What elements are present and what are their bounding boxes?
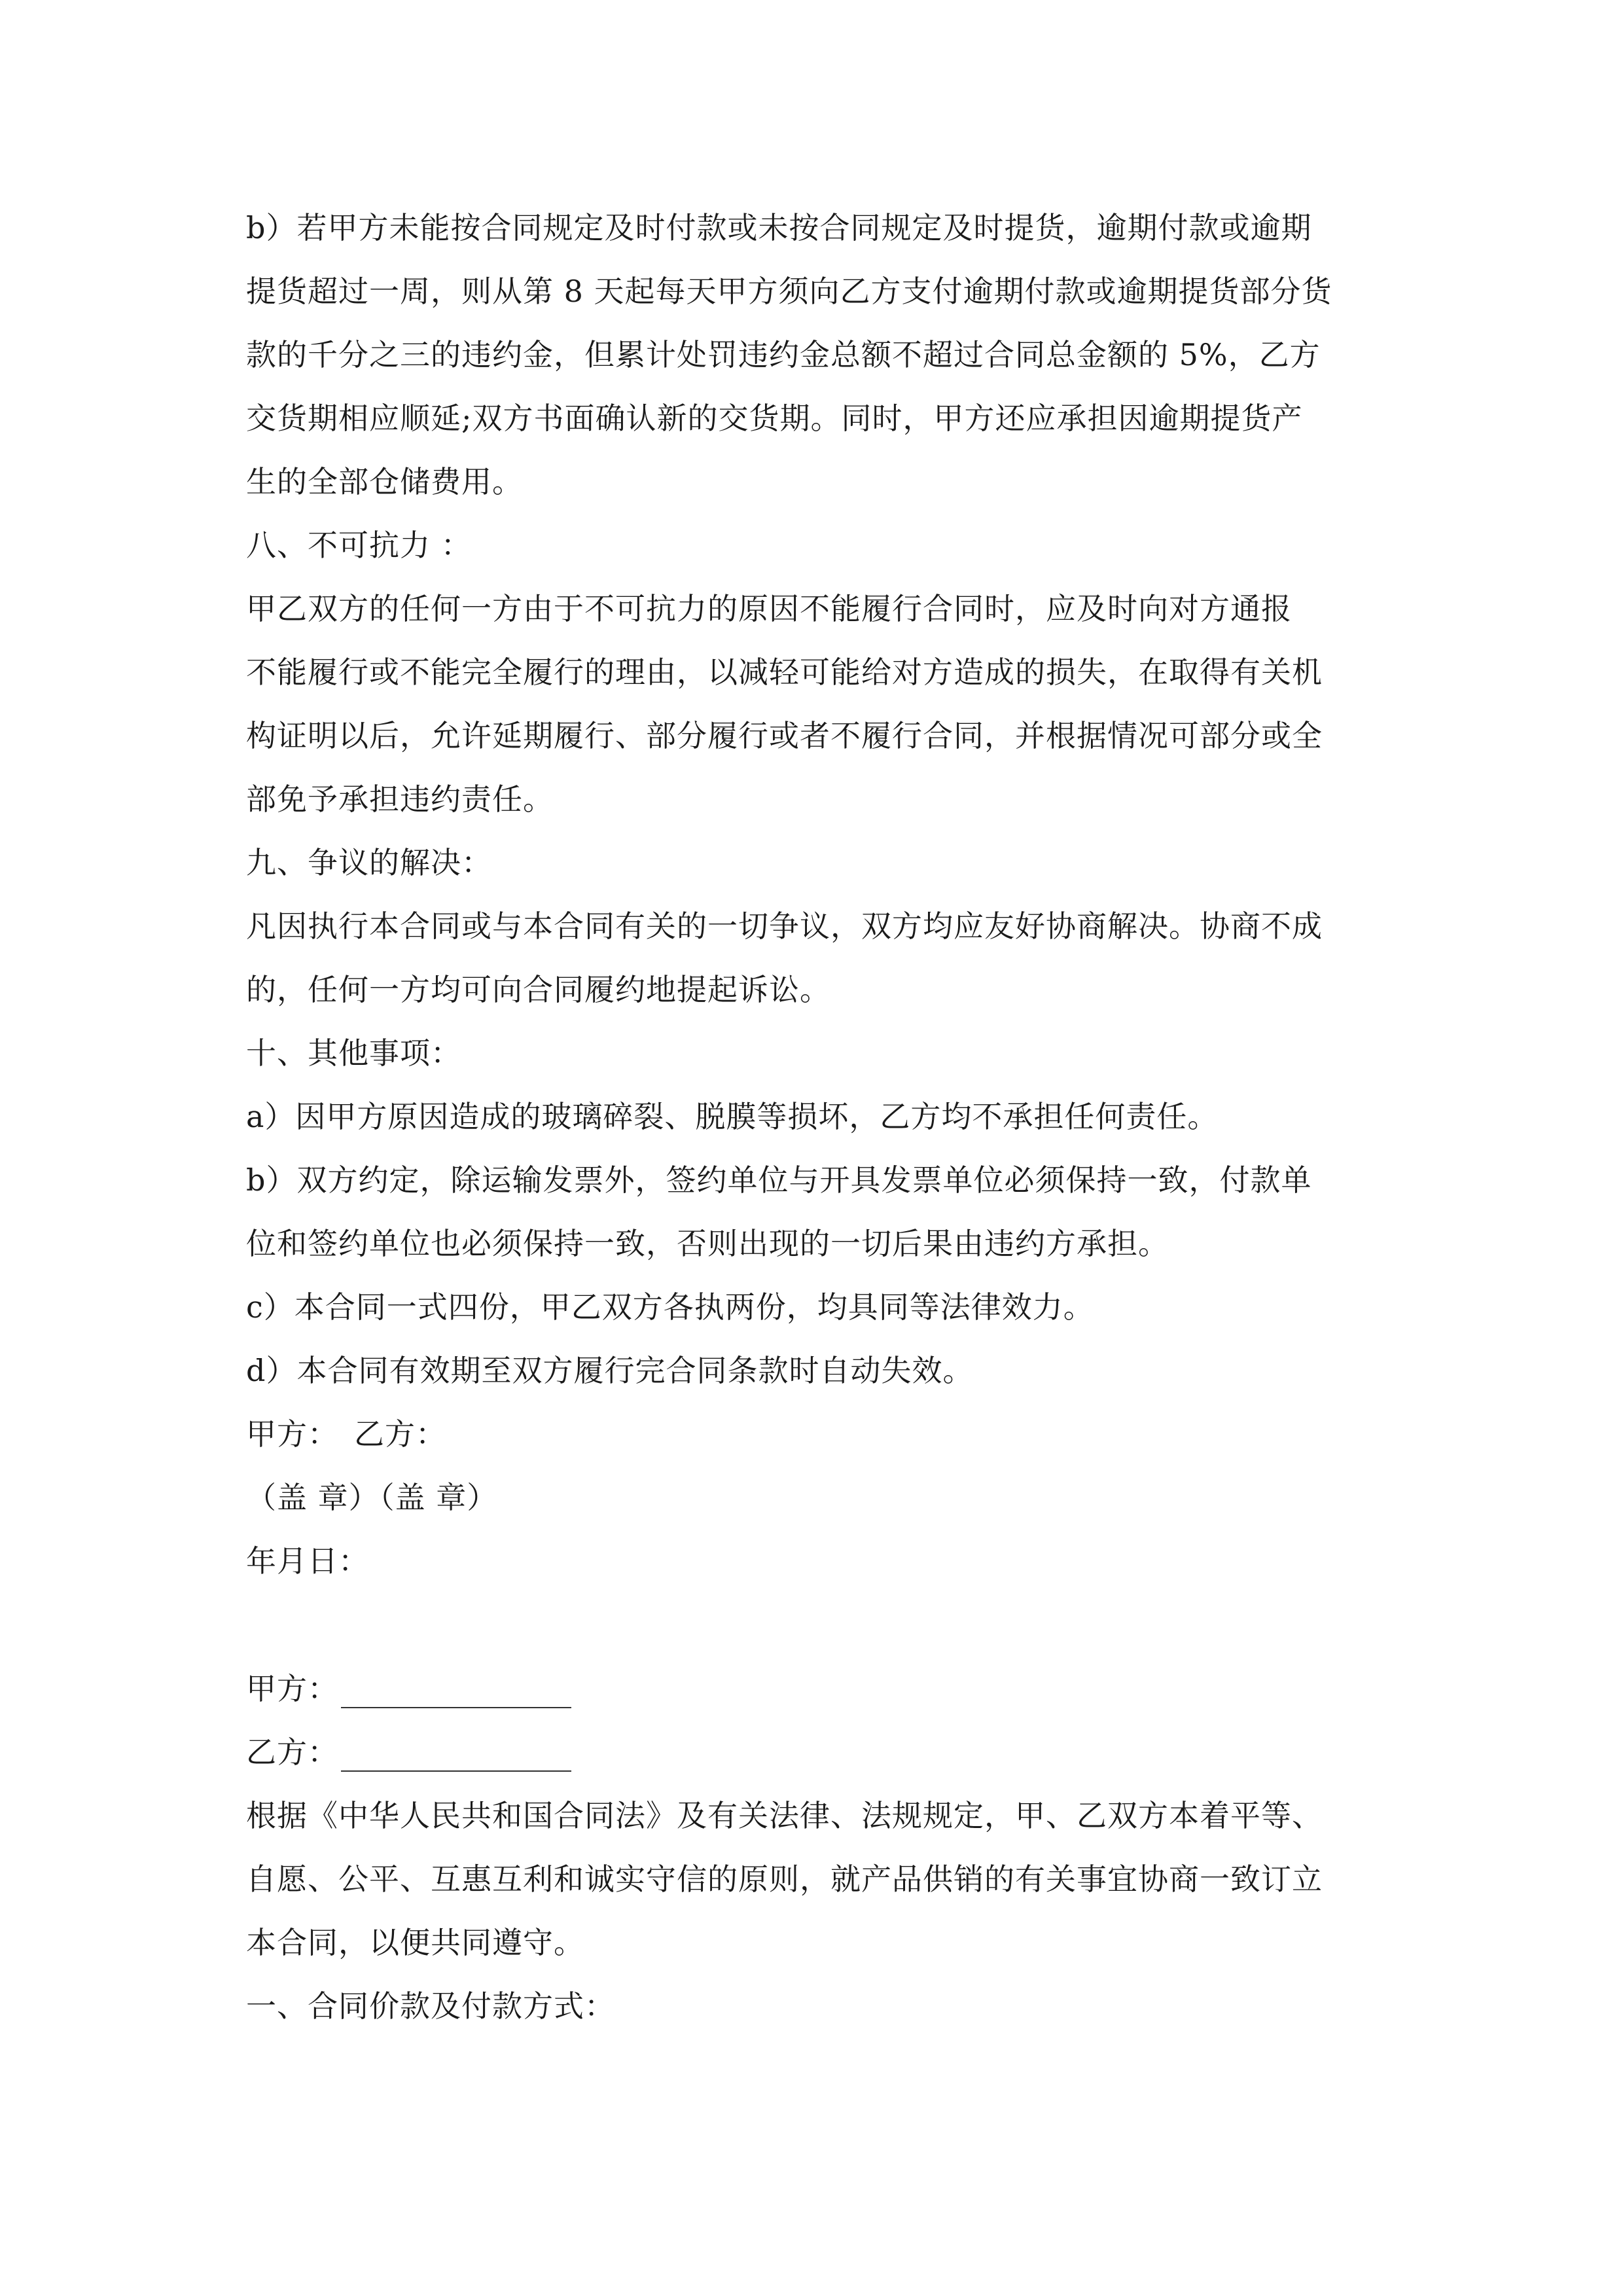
paragraph-line: 位和签约单位也必须保持一致，否则出现的一切后果由违约方承担。 bbox=[246, 1226, 1169, 1261]
paragraph-line: 款的千分之三的违约金，但累计处罚违约金总额不超过合同总金额的 5%，乙方 bbox=[246, 337, 1321, 372]
signature-parties: 甲方： 乙方： bbox=[246, 1416, 446, 1452]
paragraph-line: 构证明以后，允许延期履行、部分履行或者不履行合同，并根据情况可部分或全 bbox=[246, 718, 1323, 753]
list-item: d）本合同有效期至双方履行完合同条款时自动失效。 bbox=[246, 1353, 974, 1388]
list-item: b）双方约定，除运输发票外，签约单位与开具发票单位必须保持一致，付款单 bbox=[246, 1162, 1312, 1198]
list-item: c）本合同一式四份，甲乙双方各执两份，均具同等法律效力。 bbox=[246, 1289, 1094, 1325]
paragraph-line: 生的全部仓储费用。 bbox=[246, 464, 523, 499]
signature-date: 年月日： bbox=[246, 1543, 369, 1579]
paragraph-line: 凡因执行本合同或与本合同有关的一切争议，双方均应友好协商解决。协商不成 bbox=[246, 908, 1323, 944]
section-heading: 九、争议的解决： bbox=[246, 845, 492, 880]
paragraph-line: b）若甲方未能按合同规定及时付款或未按合同规定及时提货，逾期付款或逾期 bbox=[246, 210, 1312, 245]
paragraph-line: 自愿、公平、互惠互利和诚实守信的原则，就产品供销的有关事宜协商一致订立 bbox=[246, 1861, 1323, 1897]
paragraph-line: 甲乙双方的任何一方由于不可抗力的原因不能履行合同时，应及时向对方通报 bbox=[246, 591, 1292, 626]
party-a-row bbox=[246, 1669, 571, 1708]
paragraph-line: 提货超过一周，则从第 8 天起每天甲方须向乙方支付逾期付款或逾期提货部分货 bbox=[246, 274, 1332, 309]
party-b-row bbox=[246, 1732, 571, 1772]
paragraph-line: 交货期相应顺延;双方书面确认新的交货期。同时，甲方还应承担因逾期提货产 bbox=[246, 401, 1303, 436]
party-a-label: 甲方： bbox=[246, 1671, 338, 1706]
paragraph-line: 部免予承担违约责任。 bbox=[246, 781, 554, 817]
party-b-blank-line bbox=[341, 1742, 571, 1772]
section-heading: 八、不可抗力 ： bbox=[246, 528, 472, 563]
section-heading: 十、其他事项： bbox=[246, 1035, 461, 1071]
signature-seals: （盖 章）（盖 章） bbox=[246, 1480, 498, 1515]
section-heading: 一、合同价款及付款方式： bbox=[246, 1988, 615, 2024]
paragraph-line: 本合同，以便共同遵守。 bbox=[246, 1925, 584, 1960]
paragraph-line: 根据《中华人民共和国合同法》及有关法律、法规规定，甲、乙双方本着平等、 bbox=[246, 1798, 1323, 1833]
party-a-blank-line bbox=[341, 1678, 571, 1708]
list-item: a）因甲方原因造成的玻璃碎裂、脱膜等损坏，乙方均不承担任何责任。 bbox=[246, 1099, 1219, 1134]
party-b-label: 乙方： bbox=[246, 1734, 338, 1770]
paragraph-line: 的，任何一方均可向合同履约地提起诉讼。 bbox=[246, 972, 830, 1007]
paragraph-line: 不能履行或不能完全履行的理由，以减轻可能给对方造成的损失，在取得有关机 bbox=[246, 655, 1323, 690]
